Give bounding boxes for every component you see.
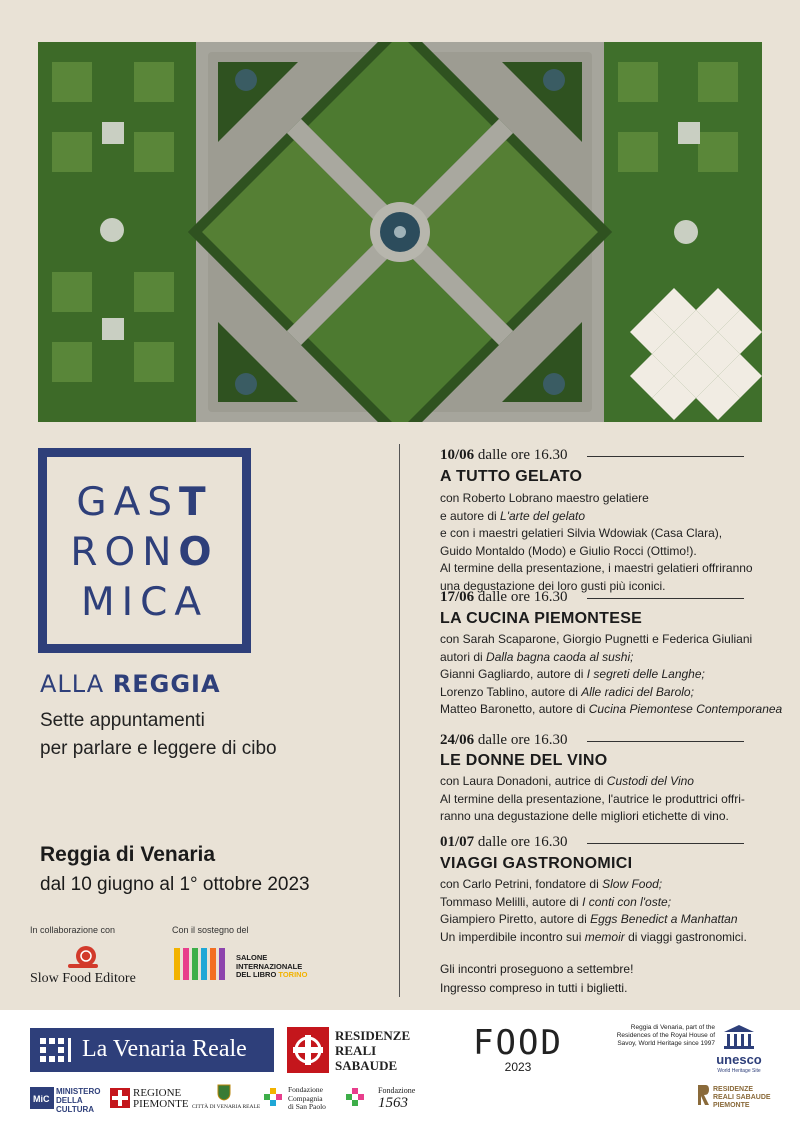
- salone-text: [236, 954, 307, 980]
- rrs-line: RESIDENZE: [713, 1086, 754, 1093]
- event-title: LE DONNE DEL VINO: [440, 752, 608, 769]
- fondazione-csp-icon: [264, 1088, 282, 1106]
- event-line: Al termine della presentazione, i maestri gelatieri offriranno: [440, 561, 753, 575]
- fondazione-1563-icon: [346, 1088, 364, 1106]
- regione-line: PIEMONTE: [133, 1098, 189, 1110]
- rrs-text: [713, 1086, 771, 1110]
- event-date: [440, 447, 567, 464]
- event-title: LA CUCINA PIEMONTESE: [440, 610, 643, 627]
- salone-line: DEL LIBRO: [236, 970, 277, 979]
- closing-line-1: Gli incontri proseguono a settembre!: [440, 962, 634, 976]
- event-time: dalle ore 16.30: [477, 447, 568, 463]
- event-line: e con i maestri gelatieri Silvia Wdowiak (Casa Clara),: [440, 526, 723, 540]
- event-day: 10/06: [440, 447, 475, 463]
- event-line: ranno una degustazione delle migliori etichette di vino.: [440, 809, 729, 823]
- event-line: una degustazione dei loro gusti più iconici.: [440, 578, 666, 593]
- event-date: [440, 732, 567, 749]
- garden-aerial-image: [38, 42, 762, 422]
- fcsp-line: Compagnia: [288, 1093, 323, 1103]
- logo-line-1: [47, 480, 242, 525]
- unesco-temple-icon: [722, 1024, 756, 1050]
- residenze-reali-sabaude-logo: [287, 1027, 447, 1075]
- regione-line: REGIONE: [133, 1087, 182, 1099]
- logo-text: GAS: [76, 480, 180, 525]
- closing-line-2: Ingresso compreso in tutti i biglietti.: [440, 981, 628, 995]
- logo-subtitle-b: REGGIA: [112, 670, 221, 698]
- ministero-line: MINISTERO: [56, 1087, 101, 1096]
- event-line: Matteo Baronetto, autore di Cucina Piemontese Contemporanea: [440, 702, 783, 716]
- closing-note: [440, 960, 633, 998]
- la-venaria-reale-logo: [30, 1028, 274, 1072]
- rrs-line: PIEMONTE: [713, 1102, 750, 1109]
- event-date: [440, 834, 567, 851]
- slow-food-editore: Slow Food Editore: [30, 971, 136, 986]
- logo-text-bold: O: [178, 530, 219, 575]
- event-line: con Carlo Petrini, fondatore di Slow Food;: [440, 877, 663, 891]
- tagline-line-2: per parlare e leggere di cibo: [40, 738, 277, 759]
- event-day: 24/06: [440, 732, 475, 748]
- event-line: con Laura Donadoni, autrice di Custodi del Vino: [440, 774, 694, 788]
- venaria-text: La Venaria Reale: [82, 1036, 247, 1062]
- food-text: FOOD: [473, 1023, 563, 1063]
- logo-text-bold: T: [179, 480, 213, 525]
- residenze-line: REALI: [335, 1043, 377, 1058]
- rrs-piemonte-icon: [696, 1083, 710, 1107]
- event-line: Al termine della presentazione, l'autrice le produttrici offri-: [440, 791, 745, 806]
- residenze-emblem-icon: [287, 1027, 329, 1073]
- event-rule: [587, 456, 744, 457]
- event-body: [440, 631, 790, 719]
- ministero-line: DELLA: [56, 1096, 83, 1105]
- regione-piemonte-icon: [110, 1088, 130, 1108]
- event-line: Guido Montaldo (Modo) e Giulio Rocci (Ottimo!).: [440, 543, 697, 558]
- f1563-year: 1563: [378, 1095, 408, 1111]
- event-day: 01/07: [440, 834, 475, 850]
- tagline-line-1: Sette appuntamenti: [40, 710, 205, 731]
- support-label: Con il sostegno del: [172, 925, 249, 935]
- event-line: e autore di L'arte del gelato: [440, 508, 586, 523]
- event-day: 17/06: [440, 589, 475, 605]
- event-line: con Sarah Scaparone, Giorgio Pugnetti e Federica Giuliani: [440, 632, 753, 646]
- unesco-logo: [708, 1024, 770, 1076]
- salone-line: SALONE: [236, 953, 268, 962]
- event-line: autori di Dalla bagna caoda al sushi;: [440, 649, 634, 664]
- citta-venaria-crest-icon: [217, 1083, 231, 1101]
- ministero-cultura-icon: [30, 1087, 54, 1109]
- event-title: VIAGGI GASTRONOMICI: [440, 855, 633, 872]
- event-title: A TUTTO GELATO: [440, 468, 583, 485]
- f1563-text: [378, 1085, 415, 1109]
- event-line: Tommaso Melilli, autore di I conti con l'oste;: [440, 894, 672, 909]
- unesco-note: Reggia di Venaria, part of the Residences of the Royal House of Savoy, World Heritage since 1997: [616, 1024, 715, 1047]
- column-divider: [399, 444, 400, 997]
- logo-line-3: MICA: [80, 580, 209, 625]
- logo-line-2: [47, 530, 242, 575]
- residenze-line: RESIDENZE: [335, 1028, 411, 1043]
- event-line: Lorenzo Tablino, autore di Alle radici del Barolo;: [440, 684, 694, 699]
- collab-label: In collaborazione con: [30, 925, 116, 935]
- event-body: [440, 876, 790, 946]
- event-line: Giampiero Piretto, autore di Eggs Benedict a Manhattan: [440, 912, 738, 926]
- fcsp-line: Fondazione: [288, 1085, 323, 1094]
- f1563-line: Fondazione: [378, 1086, 416, 1095]
- svg-text:MiC: MiC: [33, 1094, 50, 1104]
- event-line: Un imperdibile incontro sui memoir di viaggi gastronomici.: [440, 929, 747, 944]
- gastronomica-logo: [38, 448, 251, 653]
- food-2023-logo: [458, 1023, 578, 1074]
- ministero-text: [56, 1087, 100, 1114]
- venaria-grid-icon: [40, 1038, 74, 1062]
- residenze-line: SABAUDE: [335, 1058, 398, 1073]
- event-body: [440, 490, 790, 595]
- event-line: Gianni Gagliardo, autore di I segreti delle Langhe;: [440, 667, 705, 681]
- event-rule: [587, 843, 744, 844]
- salone-libro-icon: [172, 946, 234, 982]
- logo-subtitle-a: ALLA: [40, 670, 113, 698]
- unesco-word: unesco: [716, 1052, 762, 1067]
- salone-city: TORINO: [278, 970, 308, 979]
- event-rule: [587, 598, 744, 599]
- rrs-line: REALI SABAUDE: [713, 1094, 771, 1101]
- fcsp-line: di San Paolo: [288, 1102, 326, 1111]
- event-line: con Roberto Lobrano maestro gelatiere: [440, 491, 649, 505]
- logo-text: RON: [70, 530, 179, 575]
- event-time: dalle ore 16.30: [477, 589, 568, 605]
- unesco-whs: World Heritage Site: [717, 1068, 761, 1074]
- event-time: dalle ore 16.30: [477, 834, 568, 850]
- event-date: [440, 589, 567, 606]
- regione-text: [133, 1088, 189, 1110]
- salone-line: INTERNAZIONALE: [236, 961, 303, 971]
- logo-subtitle: [40, 670, 221, 698]
- tagline: [40, 707, 277, 763]
- fcsp-text: [288, 1086, 326, 1112]
- snail-icon: [66, 944, 100, 970]
- ministero-line: CULTURA: [56, 1105, 95, 1114]
- venue-name: Reggia di Venaria: [40, 843, 216, 866]
- event-body: [440, 773, 790, 826]
- food-year: 2023: [504, 1060, 532, 1074]
- citta-text: CITTÀ DI VENARIA REALE: [192, 1104, 261, 1110]
- event-time: dalle ore 16.30: [477, 732, 568, 748]
- venue-dates: dal 10 giugno al 1° ottobre 2023: [40, 874, 310, 895]
- event-rule: [587, 741, 744, 742]
